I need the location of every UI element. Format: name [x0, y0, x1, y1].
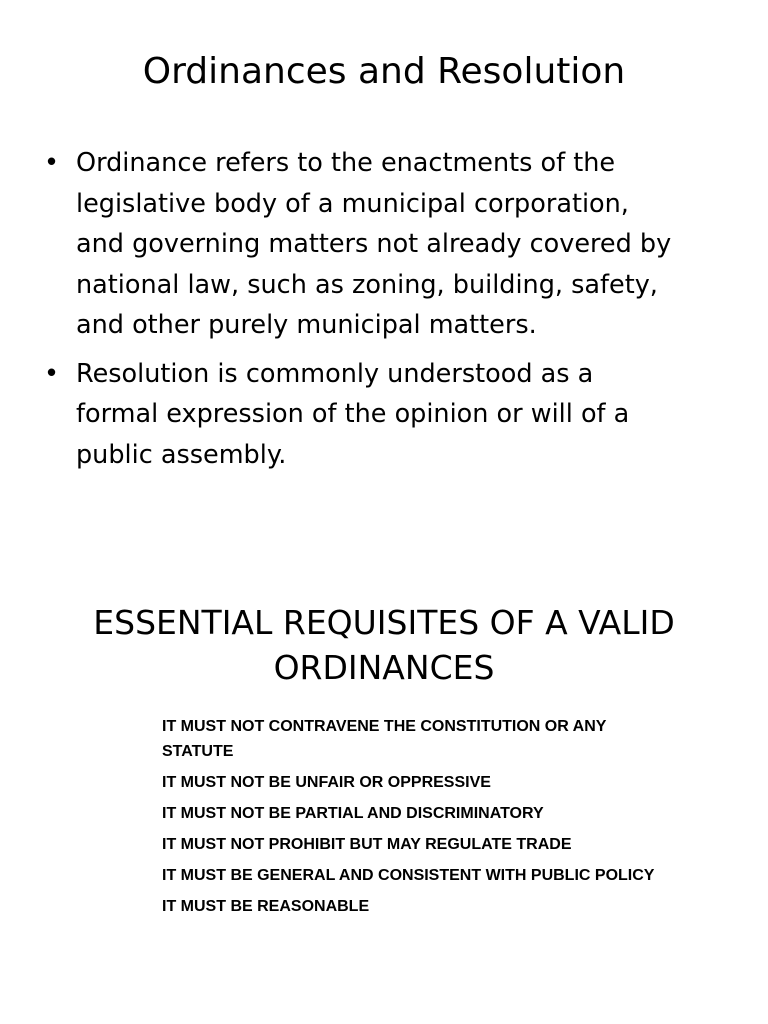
title-line: ORDINANCES	[273, 648, 495, 687]
bullet-line: legislative body of a municipal corporation,	[76, 188, 629, 219]
bullet-item-resolution	[44, 354, 744, 476]
slide-title	[0, 600, 768, 690]
bullet-item-ordinance	[44, 143, 744, 346]
bullet-line: and governing matters not already covered by	[76, 229, 672, 259]
bullet-line: public assembly.	[76, 439, 287, 470]
requisite-item: IT MUST NOT BE UNFAIR OR OPPRESSIVE	[162, 774, 491, 791]
requisite-line: IT MUST NOT CONTRAVENE THE CONSTITUTION OR ANY	[162, 718, 607, 735]
requisites-list	[162, 714, 722, 925]
slide-ordinances-and-resolution	[0, 0, 768, 500]
slide-essential-requisites	[0, 590, 768, 1010]
bullet-line: formal expression of the opinion or will of a	[76, 399, 630, 429]
requisite-line: STATUTE	[162, 743, 234, 760]
requisite-item: IT MUST BE GENERAL AND CONSISTENT WITH PUBLIC POLICY	[162, 867, 655, 884]
requisite-item: IT MUST NOT PROHIBIT BUT MAY REGULATE TRADE	[162, 836, 572, 853]
bullet-line: Resolution is commonly understood as a	[76, 358, 594, 389]
bullet-list	[44, 143, 744, 483]
bullet-marker: •	[44, 358, 60, 389]
title-line: ESSENTIAL REQUISITES OF A VALID	[93, 603, 675, 642]
bullet-line: Ordinance refers to the enactments of the	[76, 148, 616, 178]
bullet-line: national law, such as zoning, building, safety,	[76, 269, 658, 300]
requisite-item: IT MUST BE REASONABLE	[162, 898, 370, 915]
requisite-item: IT MUST NOT BE PARTIAL AND DISCRIMINATORY	[162, 805, 544, 822]
slide-title: Ordinances and Resolution	[142, 51, 626, 92]
bullet-line: and other purely municipal matters.	[76, 310, 537, 340]
bullet-marker: •	[44, 148, 60, 178]
requisite-item	[162, 714, 722, 764]
